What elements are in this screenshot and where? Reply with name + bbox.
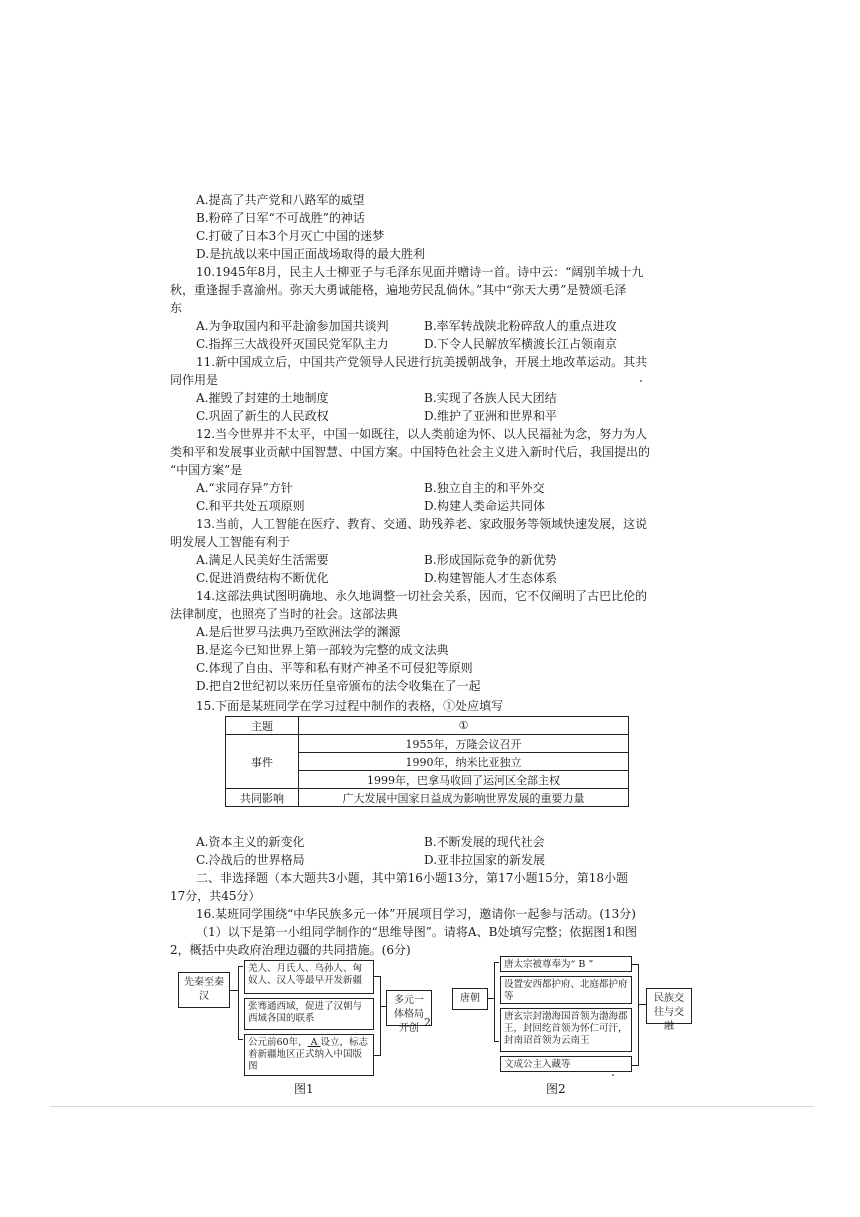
fig1-item-3-post: 设立，标志着新疆地区正式纳入中国版图: [248, 1037, 369, 1072]
q13-stem-line2: 明发展人工智能有利于: [170, 535, 291, 549]
page-edge: [50, 1106, 814, 1107]
q10-stem-line3: 东: [170, 301, 183, 315]
q14-stem-line1: 14.这部法典试图明确地、永久地调整一切社会关系，因而，它不仅阐明了古巴比伦的: [196, 589, 648, 603]
fig1-item-3: [244, 1034, 374, 1076]
q11-option-c: C.巩固了新生的人民政权: [196, 409, 329, 423]
q11-option-b: B.实现了各族人民大团结: [424, 391, 557, 405]
q10-option-d: D.下令人民解放军横渡长江占领南京: [424, 337, 618, 351]
q12-option-a: A.“求同存异”方针: [196, 481, 293, 495]
table-cell-topic-label: 主题: [226, 717, 299, 735]
q16-sub1-line1: （1）以下是第一小组同学制作的“思维导图”。请将A、B处填写完整；依据图1和图: [196, 925, 638, 939]
fig1-item-2: 张骞通西域，促进了汉朝与西域各国的联系: [244, 998, 374, 1030]
fig1-caption: 图1: [294, 1082, 314, 1096]
table-cell-impact-label: 共同影响: [226, 789, 299, 807]
q13-option-b: B.形成国际竞争的新优势: [424, 553, 557, 567]
fig2-bracket: [494, 962, 499, 1042]
q9-option-c: C.打破了日本3个月灭亡中国的迷梦: [196, 229, 385, 243]
table-row: [226, 717, 629, 735]
q13-option-a: A.满足人民美好生活需要: [196, 553, 329, 567]
q14-stem-line2: 法律制度，也照亮了当时的社会。这部法典: [170, 607, 399, 621]
q13-option-d: D.构建智能人才生态体系: [424, 571, 558, 585]
q12-stem-line1: 12.当今世界并不太平，中国一如既往，以人类前途为怀、以人民福祉为念，努力为人: [196, 427, 648, 441]
fig2-item-3: 唐玄宗封渤海国首领为渤海郡王，封回纥首领为怀仁可汗，封南诏首领为云南王: [500, 1008, 632, 1052]
q11-stem-line1: 11.新中国成立后，中国共产党领导人民进行抗美援朝战争，开展土地改革运动。其共: [196, 355, 648, 369]
fig2-item-4: 文成公主入藏等: [500, 1056, 632, 1072]
q16-stem: 16.某班同学围绕“中华民族多元一体”开展项目学习，邀请你一起参与活动。(13分): [196, 907, 636, 921]
table-cell-event: 1990年，纳米比亚独立: [299, 753, 629, 771]
fig1-item-3-pre: 公元前60年，: [248, 1037, 308, 1048]
scan-speck: [640, 380, 642, 382]
fig1-item-1: 羌人、月氏人、乌孙人、匈奴人、汉人等最早开发新疆: [244, 960, 374, 994]
q9-option-d: D.是抗战以来中国正面战场取得的最大胜利: [196, 247, 426, 261]
scan-speck: [612, 1074, 614, 1076]
q12-stem-line3: “中国方案”是: [170, 463, 243, 477]
q14-option-d: D.把自2世纪初以来历任皇帝颁布的法令收集在了一起: [196, 679, 481, 693]
fig2-item-1: 唐太宗被尊奉为“ B ”: [500, 956, 632, 972]
page-number: 2: [424, 1016, 431, 1029]
table-cell-event: 1955年，万隆会议召开: [299, 735, 629, 753]
q13-stem-line1: 13.当前，人工智能在医疗、教育、交通、助残养老、家政服务等领域快速发展，这说: [196, 517, 648, 531]
connector-line: [638, 1004, 646, 1005]
section-heading-line2: 17分，共45分）: [170, 889, 261, 903]
fig2-caption: 图2: [546, 1082, 566, 1096]
q9-option-b: B.粉碎了日军“不可战胜”的神话: [196, 211, 365, 225]
q14-option-b: B.是迄今已知世界上第一部较为完整的成文法典: [196, 643, 449, 657]
table-row: [226, 735, 629, 753]
connector-line: [230, 990, 238, 991]
fig1-bracket: [238, 966, 243, 1040]
q12-option-d: D.构建人类命运共同体: [424, 499, 546, 513]
q13-option-c: C.促进消费结构不断优化: [196, 571, 329, 585]
q15-option-b: B.不断发展的现代社会: [424, 835, 545, 849]
q10-stem-line1: 10.1945年8月，民主人士柳亚子与毛泽东见面并赠诗一首。诗中云：“阔别羊城十九: [196, 265, 644, 279]
fig2-bracket-right: [632, 964, 639, 1066]
q12-option-b: B.独立自主的和平外交: [424, 481, 545, 495]
q12-stem-line2: 类和平和发展事业贡献中国智慧、中国方案。中国特色社会主义进入新时代后，我国提出的: [170, 445, 651, 459]
q11-stem-line2: 同作用是: [170, 373, 219, 387]
table-cell-event-label: 事件: [226, 735, 299, 789]
q10-stem-line2: 秋，重逢握手喜渝州。弥天大勇诚能格，遍地劳民乱倘休。”其中“弥天大勇”是赞颂毛泽: [170, 283, 627, 297]
q14-option-c: C.体现了自由、平等和私有财产神圣不可侵犯等原则: [196, 661, 473, 675]
q15-stem: 15.下面是某班同学在学习过程中制作的表格，①处应填写: [196, 699, 504, 713]
q9-option-a: A.提高了共产党和八路军的威望: [196, 193, 365, 207]
fig1-bracket-right: [374, 976, 381, 1056]
section-heading-line1: 二、非选择题（本大题共3小题，其中第16小题13分，第17小题15分，第18小题: [196, 871, 628, 885]
fig1-result-box: 多元一体格局开创: [386, 990, 432, 1026]
q14-option-a: A.是后世罗马法典乃至欧洲法学的渊源: [196, 625, 401, 639]
fig2-item-2: 设置安西都护府、北庭都护府等: [500, 976, 632, 1004]
q12-option-c: C.和平共处五项原则: [196, 499, 305, 513]
q10-option-b: B.率军转战陕北粉碎敌人的重点进攻: [424, 319, 617, 333]
q10-option-a: A.为争取国内和平赴渝参加国共谈判: [196, 319, 389, 333]
q16-sub1-line2: 2，概括中央政府治理边疆的共同措施。(6分): [170, 943, 411, 957]
table-row: [226, 789, 629, 807]
table-cell-topic-value: ①: [299, 717, 629, 735]
fig2-root-box: 唐朝: [452, 988, 488, 1010]
q15-option-c: C.冷战后的世界格局: [196, 853, 305, 867]
q11-option-a: A.摧毁了封建的土地制度: [196, 391, 329, 405]
q15-table: [225, 716, 629, 807]
q10-option-c: C.指挥三大战役歼灭国民党军队主力: [196, 337, 389, 351]
q15-option-d: D.亚非拉国家的新发展: [424, 853, 546, 867]
q15-option-a: A.资本主义的新变化: [196, 835, 305, 849]
fig2-result-box: 民族交往与交融: [646, 988, 692, 1024]
table-cell-impact-value: 广大发展中国家日益成为影响世界发展的重要力量: [299, 789, 629, 807]
fig1-blank-a: A: [307, 1037, 321, 1048]
q11-option-d: D.维护了亚洲和世界和平: [424, 409, 558, 423]
fig1-root-box: 先秦至秦汉: [178, 972, 230, 1008]
table-cell-event: 1999年，巴拿马收回了运河区全部主权: [299, 771, 629, 789]
